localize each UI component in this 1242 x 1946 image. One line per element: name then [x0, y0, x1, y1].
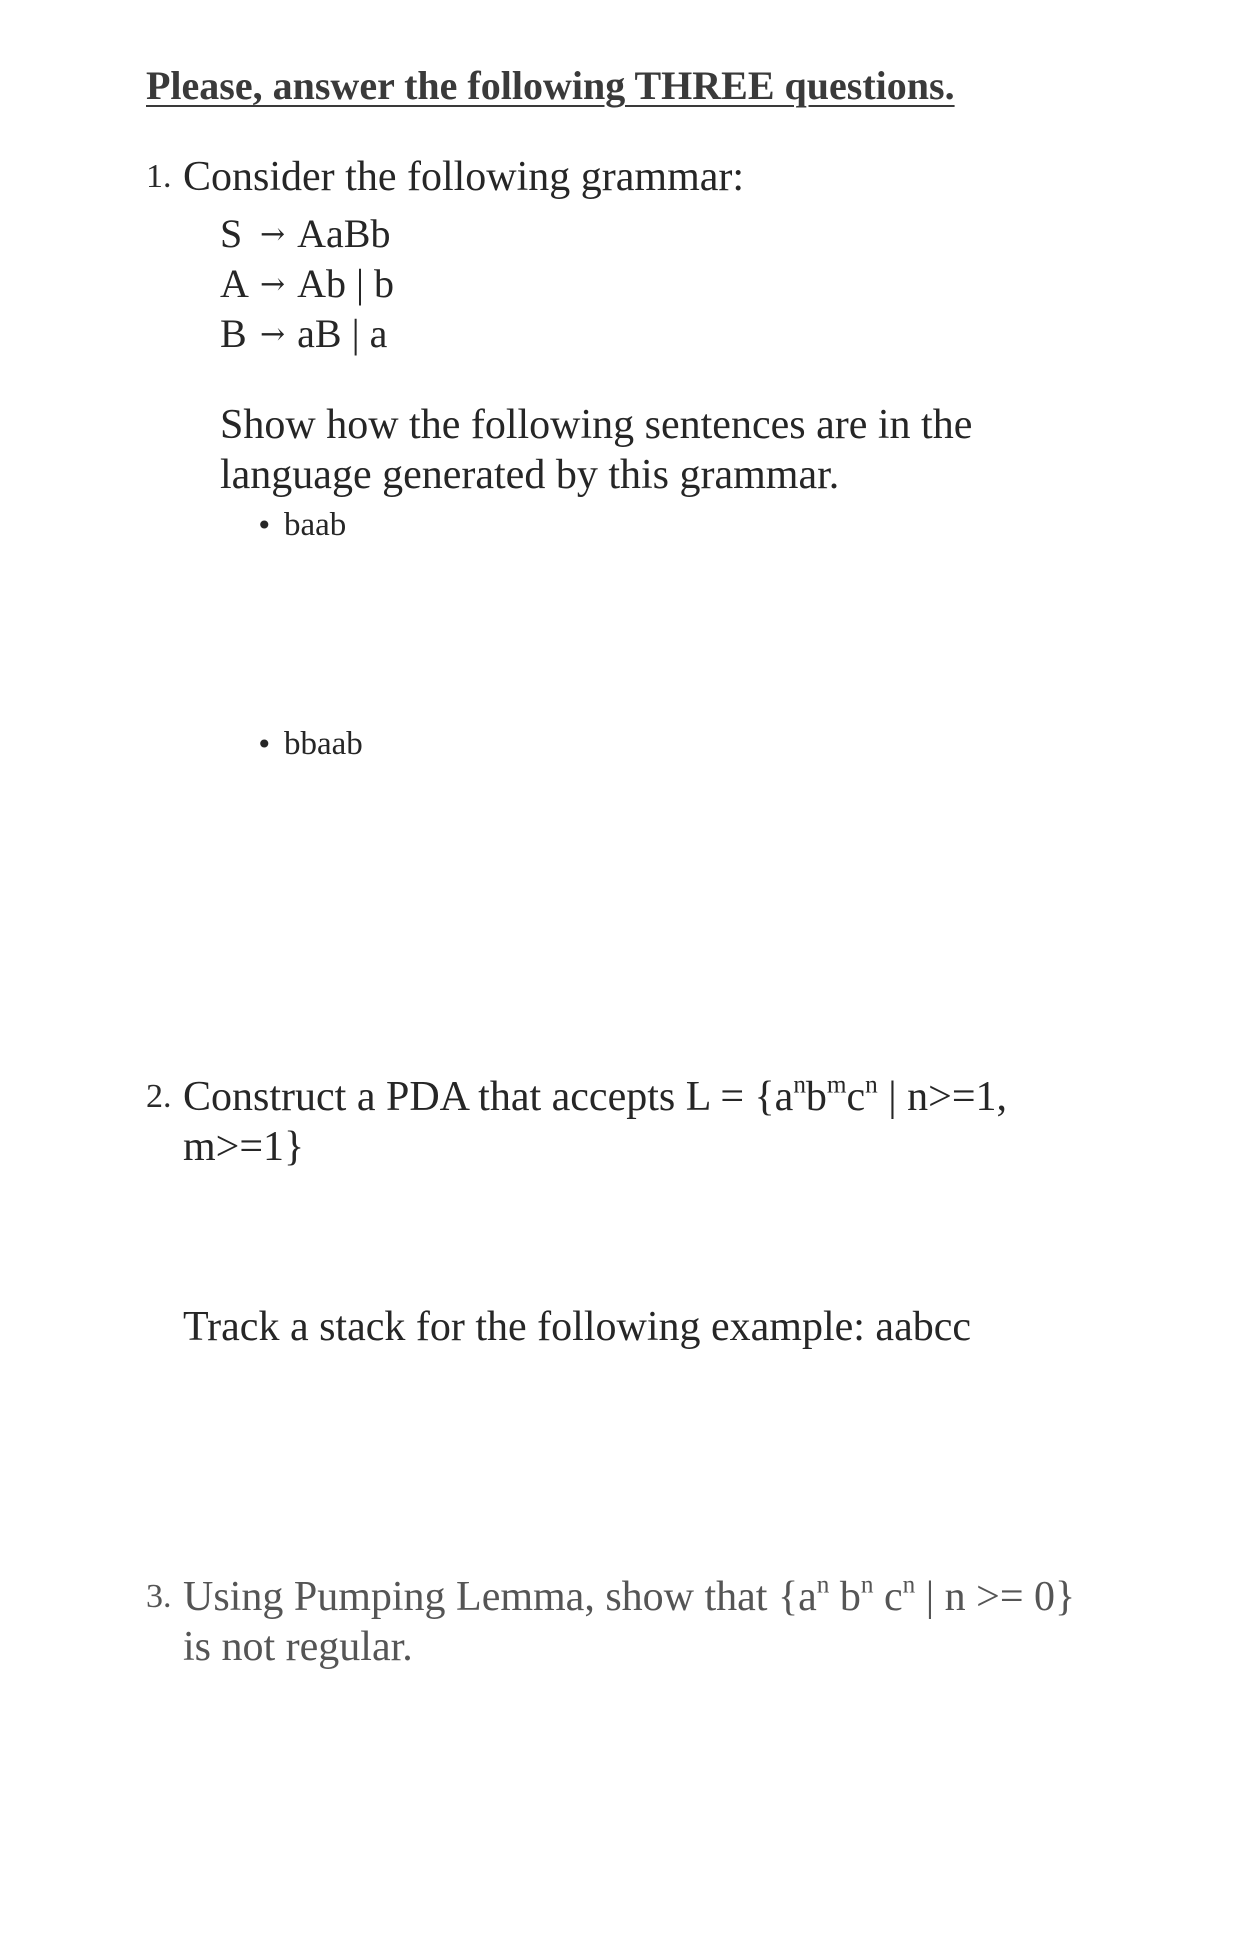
symbol-b: b [805, 1074, 827, 1120]
superscript-n: n [860, 1571, 874, 1599]
arrow-icon: → [260, 267, 286, 302]
superscript-n: n [902, 1571, 916, 1599]
rule-lhs: S [220, 211, 243, 256]
question-2-line-2: m>=1} [183, 1124, 305, 1170]
bullet-icon: • [256, 509, 273, 542]
question-1-number: 1. [146, 158, 172, 195]
arrow-icon: → [260, 217, 286, 252]
bullet-icon: • [256, 728, 273, 761]
rule-rhs: AaBb [297, 211, 391, 256]
question-3-number: 3. [146, 1578, 172, 1615]
rule-lhs: B [220, 311, 247, 356]
page-title: Please, answer the following THREE questions. [146, 63, 955, 108]
symbol-b: b [829, 1574, 861, 1620]
arrow-icon: → [260, 317, 286, 352]
bullet-text: baab [284, 507, 347, 543]
grammar-rule-b [220, 309, 387, 360]
instruction-line-1: Show how the following sentences are in the [220, 402, 973, 448]
bullet-item-baab [256, 507, 346, 544]
rule-rhs: Ab | b [297, 261, 395, 306]
question-3-text: Using Pumping Lemma, show that {a [183, 1574, 817, 1620]
rule-lhs: A [220, 261, 249, 306]
bullet-item-bbaab [256, 726, 363, 763]
question-1-prompt: Consider the following grammar: [183, 154, 745, 200]
grammar-rule-s [220, 209, 390, 260]
grammar-rule-a [220, 259, 394, 310]
superscript-n: n [865, 1071, 878, 1099]
question-2-track-instruction: Track a stack for the following example: aabcc [183, 1304, 971, 1350]
question-1-instruction [220, 400, 972, 500]
symbol-c: c [873, 1574, 903, 1620]
bullet-text: bbaab [284, 726, 363, 762]
instruction-line-2: language generated by this grammar. [220, 452, 840, 498]
superscript-n: n [816, 1571, 830, 1599]
question-2-condition: | n>=1, [877, 1074, 1008, 1120]
question-2-number: 2. [146, 1078, 172, 1115]
symbol-c: c [846, 1074, 866, 1120]
question-2-text: Construct a PDA that accepts L = {a [183, 1074, 794, 1120]
question-3-line-1 [183, 1572, 1075, 1622]
rule-rhs: aB | a [297, 311, 388, 356]
question-2-line-1 [183, 1072, 1007, 1122]
superscript-n: n [793, 1071, 806, 1099]
superscript-m: m [826, 1071, 847, 1099]
question-3-line-2: is not regular. [183, 1624, 413, 1670]
question-3-condition: | n >= 0} [915, 1574, 1076, 1620]
